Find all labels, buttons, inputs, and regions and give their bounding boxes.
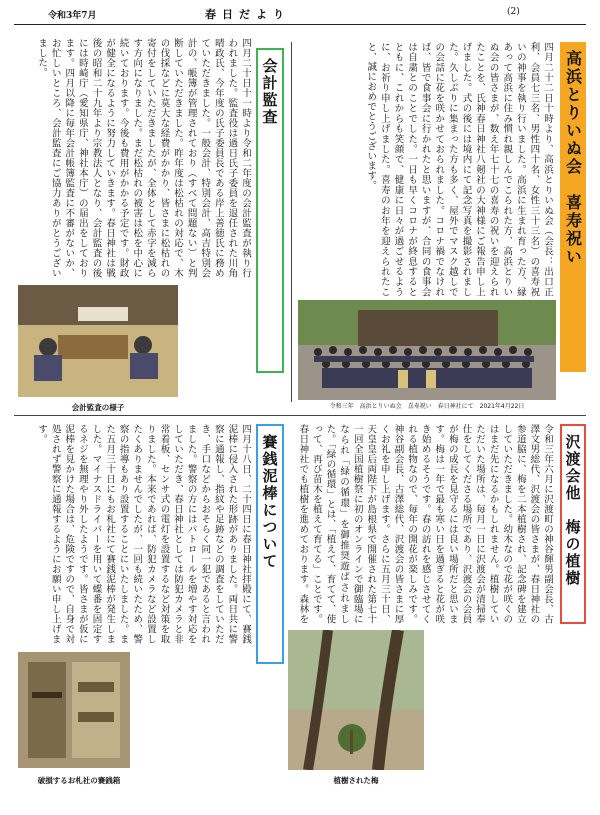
audit-photo-caption: 会計監査の様子 — [71, 403, 125, 412]
group-photo-caption: 令和三年 高浜とりいぬ会 喜寿祝い 春日神社にて 2021年4月22日 — [329, 403, 525, 410]
theft-title: 賽銭泥棒について — [260, 434, 279, 570]
audit-body: 四月二十日十一時より令和二年度の会計監査が執り行われました。監査役は過日氏子委員を退任された川角晴政氏、今年度の氏子委員長である岸上善徳氏に務めていただきました。一般会計、特別会計、高吉特別会計の、帳簿が管理されており（すべて問題ない）と判断していただきました。昨年度は松枯れの対応で、木の伐採などに莫大な経費がかかり、皆さまに松枯れの寄付をしていただきましたが、全体として赤字を減らす方向になりました。まだ松枯れの被害は松を中心に続いております。今後も費用がかかる予定です。財政が健全になるように努力していきます。春日神社は戦後の昭和二十九年より宗教法人となり、会計監査の後には時崎庁（愛知県庁、神社本庁）の届出をしております。四月以降に毎年会計帳簿監査に不審がないか、お忙しいところ、会計監査にご協力ありがとうございました。 — [36, 38, 251, 278]
ume-title: 沢渡会他 梅の植樹 — [563, 434, 582, 587]
column-divider — [291, 42, 292, 402]
ume-title-band — [560, 424, 586, 624]
group-photo — [298, 300, 556, 400]
section-divider — [14, 415, 586, 416]
kotobuki-title: 高浜とりいぬ会 喜寿祝い — [563, 50, 583, 266]
saisen-photo — [18, 652, 130, 768]
theft-title-band — [256, 424, 284, 664]
header-rule — [14, 24, 586, 25]
ume-photo-illustration — [288, 630, 424, 770]
kotobuki-body: 四月二十二日十時より、高浜とりいぬ会（会長：出口正利、会員七三名、男性四十名、女性三十三名）の喜寿祝いの神事を執り行いました。高浜に生まれ育った方、縁あって高浜に住み慣れ親しんでこられた方、高浜とりいぬ会の皆さまが、数え年七十七の喜寿の祝いを迎えられたことを、氏神春日神社八剱社の大神様にご報告申し上げました。式の後には境内にて記念写真を撮影されました。久しぶりに集まった方も多く、屋外でマスク越しでの会話に花を咲かせておられました。コロナ禍でなければ、皆で食事会に行かれたと思いますが、合同の食事会は自粛とのことでした。一日も早くコロナが終息するとともに、これからも笑顔で、健康に日々が過ごせるように、お祈り申し上げました。喜寿のお年を迎えられたこと、誠におめでとうございます。 — [365, 42, 553, 297]
kotobuki-title-band — [560, 42, 586, 372]
theft-body: 四月十八日、二十四日に春日神社拝殿にて、賽銭泥棒に侵入された形跡がありました。両日共に警察に通報し、指紋や足跡などの調査をしていただき、手口などからおそらく同一犯であると言われました。警察の方にはパトロールを増やす対応をしていただき、春日神社としては防犯カメラと非常着板、センサ式の電灯を設置するなど対策を取りました。本来であれば、防犯カメラなど設置したくありませんでしたが、一回も続いたため、警察の指導もあり設置することにいたしました。また五月三十日にもお札社にて賽銭泥棒が発生しました。マイナスドライバーを用いて蝶番を固定するネジを無理やり外したようです。皆さまが仮に泥棒を見かけた場合は、危険ですので、自身で対処されず警察に通報するようにお願い申し上げます。 — [36, 424, 251, 644]
page-number: (2) — [507, 7, 520, 17]
page-header — [0, 0, 600, 28]
audit-title: 会計監査 — [260, 58, 279, 126]
issue-date: 令和3年7月 — [48, 11, 97, 21]
saisen-photo-illustration — [18, 652, 130, 768]
audit-title-band — [256, 48, 284, 373]
ume-body: 令和三年六月に沢渡町の神谷輝男副会長、古澤文男総代、沢渡会の皆さまが、春日神社の参道脇に、梅を二本植樹され、記念碑を建立していただきました。幼木なので花が咲くのはまだ先になるかもしれません。植樹していただいた場所は、毎月一日に沢渡会が清掃奉仕をしてくださる場所であり、沢渡会の会員が梅の成長を見守るには良い場所だと思います。梅は一年で最も寒い日を過ぎると花が咲き始めるそうです。春の訪れを感じさせてくれる植物なので、毎年の開花が楽しみです。神谷副会長、古澤総代、沢渡会の皆さまに厚くお礼を申し上げます。さらに五月三十日、天皇皇后両陛下が島根県で開催された第七十一回全国植樹祭に初のオンラインで御臨場になられ「緑の循環」を御推奨遊ばされました。「緑の循環」とは、「植えて、育てて、使って、再び苗木を植えて育てる」ことです。春日神社でも植樹を進めております。森林を — [297, 424, 553, 624]
saisen-photo-caption: 破損するお札社の賽銭箱 — [37, 776, 121, 785]
audit-photo — [18, 285, 178, 397]
group-photo-illustration — [298, 300, 556, 400]
ume-photo — [288, 630, 424, 770]
ume-photo-caption: 植樹された梅 — [333, 776, 379, 785]
newsletter-title: 春日だより — [205, 8, 290, 21]
audit-photo-illustration — [18, 285, 178, 397]
